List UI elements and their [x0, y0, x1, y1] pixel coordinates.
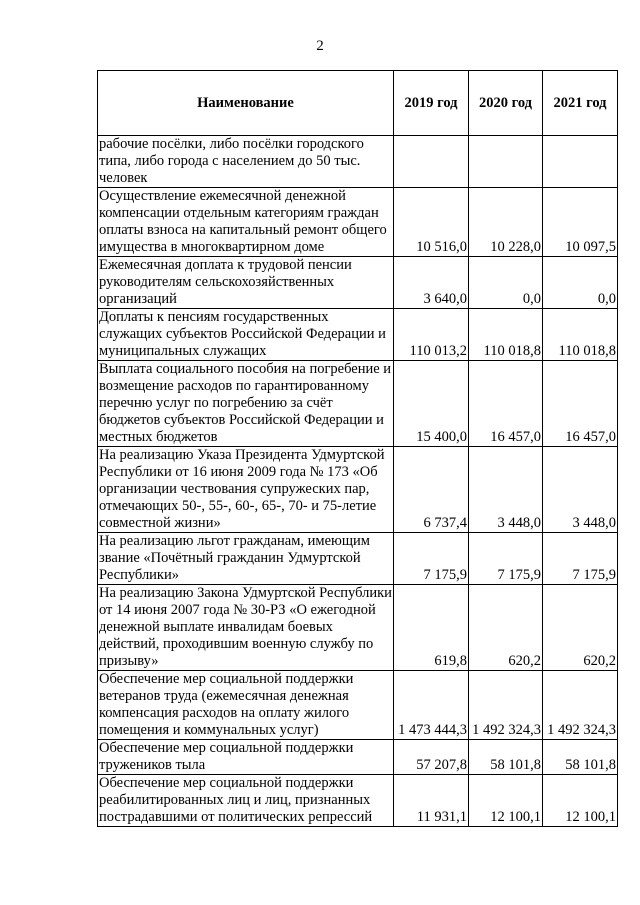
row-value-2021: 16 457,0 [543, 361, 618, 447]
row-value-2020: 3 448,0 [469, 447, 543, 533]
row-value-2020: 620,2 [469, 585, 543, 671]
row-name: Ежемесячная доплата к трудовой пенсии руководителям сельскохозяйственных организаций [98, 257, 394, 309]
row-value-2021: 1 492 324,3 [543, 671, 618, 740]
row-value-2019: 6 737,4 [394, 447, 469, 533]
row-value-2021: 7 175,9 [543, 533, 618, 585]
header-2021: 2021 год [543, 71, 618, 136]
table-row [98, 257, 618, 309]
table-row [98, 447, 618, 533]
row-name: На реализацию Указа Президента Удмуртской Республики от 16 июня 2009 года № 173 «Об организации чествования супружеских пар, отмечающих 50-, 55-, 60-, 65-, 70- и 75-летие совместной жизни» [98, 447, 394, 533]
row-name: Доплаты к пенсиям государственных служащих субъектов Российской Федерации и муниципальных служащих [98, 309, 394, 361]
header-2019: 2019 год [394, 71, 469, 136]
row-name: рабочие посёлки, либо посёлки городского типа, либо города с населением до 50 тыс. человек [98, 136, 394, 188]
table-row [98, 585, 618, 671]
row-value-2020: 7 175,9 [469, 533, 543, 585]
row-value-2021: 620,2 [543, 585, 618, 671]
row-name: Выплата социального пособия на погребение и возмещение расходов по гарантированному перечню услуг по погребению за счёт бюджетов субъектов Российской Федерации и местных бюджетов [98, 361, 394, 447]
row-value-2020: 110 018,8 [469, 309, 543, 361]
row-value-2021: 58 101,8 [543, 740, 618, 775]
header-name: Наименование [98, 71, 394, 136]
table-row [98, 361, 618, 447]
row-name: Обеспечение мер социальной поддержки реабилитированных лиц и лиц, признанных пострадавшими от политических репрессий [98, 775, 394, 827]
table-row [98, 309, 618, 361]
row-value-2019: 15 400,0 [394, 361, 469, 447]
row-name: Обеспечение мер социальной поддержки тружеников тыла [98, 740, 394, 775]
row-value-2020: 1 492 324,3 [469, 671, 543, 740]
row-value-2021: 110 018,8 [543, 309, 618, 361]
page-number: 2 [316, 38, 324, 54]
row-value-2019: 110 013,2 [394, 309, 469, 361]
table-row [98, 740, 618, 775]
row-value-2019: 7 175,9 [394, 533, 469, 585]
table-row [98, 188, 618, 257]
row-value-2021: 12 100,1 [543, 775, 618, 827]
row-value-2020: 16 457,0 [469, 361, 543, 447]
row-value-2020: 58 101,8 [469, 740, 543, 775]
row-name: На реализацию Закона Удмуртской Республики от 14 июня 2007 года № 30-РЗ «О ежегодной денежной выплате инвалидам боевых действий, проходившим военную службу по призыву» [99, 585, 392, 669]
row-value-2019 [394, 136, 469, 188]
row-name: Осуществление ежемесячной денежной компенсации отдельным категориям граждан оплаты взноса на капитальный ремонт общего имущества в многоквартирном доме [98, 188, 394, 257]
row-value-2020: 0,0 [469, 257, 543, 309]
row-value-2021: 10 097,5 [543, 188, 618, 257]
row-value-2020: 10 228,0 [469, 188, 543, 257]
row-value-2020 [469, 136, 543, 188]
row-value-2019: 11 931,1 [394, 775, 469, 827]
table-row [98, 533, 618, 585]
row-value-2019: 619,8 [394, 585, 469, 671]
row-value-2021 [543, 136, 618, 188]
table-row [98, 136, 618, 188]
table-row [98, 671, 618, 740]
header-2020: 2020 год [469, 71, 543, 136]
table-header-row [98, 71, 618, 136]
row-value-2019: 3 640,0 [394, 257, 469, 309]
table-row [98, 775, 618, 827]
row-value-2019: 1 473 444,3 [394, 671, 469, 740]
row-name: На реализацию льгот гражданам, имеющим звание «Почётный гражданин Удмуртской Республики» [98, 533, 394, 585]
row-name: Обеспечение мер социальной поддержки ветеранов труда (ежемесячная денежная компенсация расходов на оплату жилого помещения и коммунальных услуг) [98, 671, 394, 740]
row-value-2020: 12 100,1 [469, 775, 543, 827]
row-value-2019: 57 207,8 [394, 740, 469, 775]
row-value-2019: 10 516,0 [394, 188, 469, 257]
row-value-2021: 3 448,0 [543, 447, 618, 533]
row-value-2021: 0,0 [543, 257, 618, 309]
budget-table [97, 70, 618, 827]
